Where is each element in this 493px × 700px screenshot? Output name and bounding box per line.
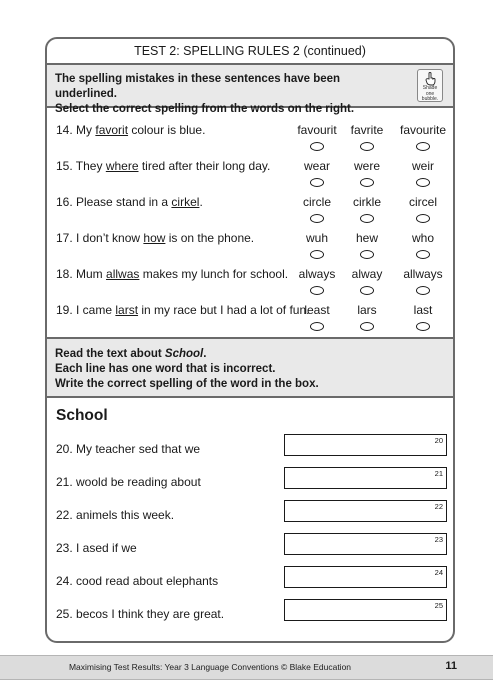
question-text-post: is on the phone. [165, 231, 255, 245]
passage-title: School [56, 407, 108, 424]
answer-bubble[interactable] [416, 322, 430, 331]
option-label: circel [408, 195, 437, 209]
passage-section [47, 398, 453, 643]
answer-bubble[interactable] [360, 322, 374, 331]
question-text-pre: 17. I don’t know [56, 231, 144, 245]
passage-line [47, 566, 453, 599]
answer-box-number: 25 [434, 601, 443, 610]
instruction2-line-1-post: . [203, 348, 207, 360]
instruction2-line-1 [55, 347, 445, 362]
option-label: alway [351, 267, 383, 281]
question-text-post: tired after their long day. [138, 159, 271, 173]
instruction2-line-1-italic: School [164, 348, 204, 360]
passage-line-text: 25. becos I think they are great. [56, 607, 225, 621]
option-label: wear [303, 159, 330, 173]
shade-label-3: bubble. [421, 96, 439, 102]
question-row [47, 258, 453, 294]
instruction2-line-3: Write the correct spelling of the word in the box. [55, 378, 319, 390]
answer-box[interactable] [284, 434, 447, 456]
answer-box[interactable] [284, 566, 447, 588]
answer-bubble[interactable] [310, 322, 324, 331]
footer-text: Maximising Test Results: Year 3 Language Conventions © Blake Education [68, 662, 352, 672]
instruction-line-1: The spelling mistakes in these sentences have been underlined. [55, 73, 341, 100]
misspelled-word: larst [115, 303, 139, 317]
option-label: favourit [297, 123, 337, 137]
option-label: favrite [350, 123, 384, 137]
misspelled-word: where [105, 159, 139, 173]
misspelled-word: favorit [95, 123, 129, 137]
instructions-passage [47, 339, 453, 398]
option-label: wuh [305, 231, 328, 245]
answer-box-number: 21 [434, 469, 443, 478]
passage-line [47, 467, 453, 500]
passage-line [47, 500, 453, 533]
question-row [47, 222, 453, 258]
misspelled-word: cirkel [171, 195, 200, 209]
question-text [56, 159, 270, 173]
answer-box[interactable] [284, 533, 447, 555]
question-text [56, 303, 309, 317]
question-text-post: makes my lunch for school. [139, 267, 289, 281]
answer-box[interactable] [284, 599, 447, 621]
option-label: last [413, 303, 433, 317]
question-text-pre: 14. My [56, 123, 96, 137]
question-text-pre: 16. Please stand in a [56, 195, 172, 209]
option-label: least [304, 303, 330, 317]
question-text [56, 231, 254, 245]
answer-box[interactable] [284, 500, 447, 522]
multiple-choice-section [47, 108, 453, 339]
misspelled-word: allwas [106, 267, 140, 281]
option-label: lars [357, 303, 377, 317]
question-text-pre: 19. I came [56, 303, 116, 317]
passage-line [47, 533, 453, 566]
question-text [56, 267, 288, 281]
question-text-post: in my race but I had a lot of fun. [138, 303, 310, 317]
option-label: who [411, 231, 434, 245]
question-text [56, 195, 203, 209]
answer-box[interactable] [284, 467, 447, 489]
question-text-post: . [199, 195, 203, 209]
passage-line-text: 23. I ased if we [56, 541, 137, 555]
instructions-spelling [47, 65, 453, 115]
page-number: 11 [445, 660, 457, 672]
option-label: hew [355, 231, 378, 245]
passage-line [47, 599, 453, 632]
question-row [47, 186, 453, 222]
question-row [47, 294, 453, 330]
option-label: circle [302, 195, 331, 209]
shade-one-bubble-hint [417, 69, 443, 102]
passage-line-text: 24. cood read about elephants [56, 574, 219, 588]
option-label: allways [403, 267, 443, 281]
shade-label-1: Shade [422, 85, 438, 91]
test-title: TEST 2: SPELLING RULES 2 (continued) [47, 39, 453, 65]
instruction-line-2: Select the correct spelling from the words on the right. [55, 103, 355, 115]
passage-line-text: 21. woold be reading about [56, 475, 201, 489]
option-label: favourite [399, 123, 447, 137]
question-text [56, 123, 205, 137]
test-panel [45, 37, 455, 643]
passage-line-text: 22. animels this week. [56, 508, 175, 522]
question-row [47, 150, 453, 186]
pointing-hand-icon [424, 72, 436, 86]
answer-box-number: 20 [434, 436, 443, 445]
passage-line [47, 434, 453, 467]
page-footer [0, 655, 493, 680]
option-label: were [353, 159, 380, 173]
instruction2-line-2: Each line has one word that is incorrect. [55, 363, 276, 375]
misspelled-word: how [143, 231, 166, 245]
question-text-pre: 18. Mum [56, 267, 107, 281]
answer-box-number: 23 [434, 535, 443, 544]
question-text-pre: 15. They [56, 159, 106, 173]
option-label: weir [411, 159, 434, 173]
option-label: cirkle [352, 195, 381, 209]
passage-line-text: 20. My teacher sed that we [56, 442, 201, 456]
question-row [47, 114, 453, 150]
question-text-post: colour is blue. [128, 123, 206, 137]
instruction2-line-1-pre: Read the text about [55, 348, 165, 360]
option-label: always [298, 267, 336, 281]
answer-box-number: 24 [434, 568, 443, 577]
shade-label-2: one [425, 90, 435, 97]
answer-box-number: 22 [434, 502, 443, 511]
